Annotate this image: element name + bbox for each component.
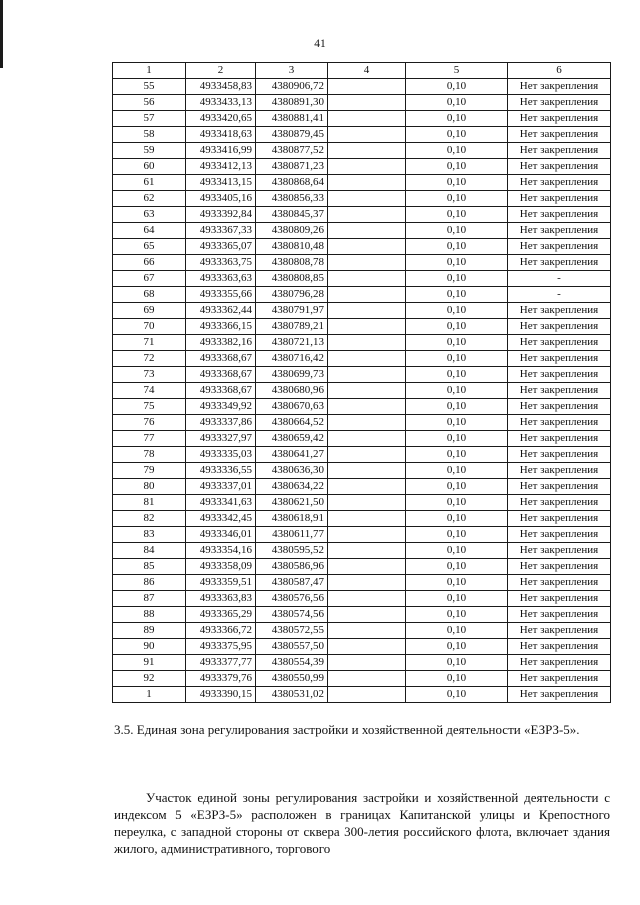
fixation-cell: Нет закрепления	[508, 431, 611, 447]
x-coordinate-cell: 4933355,66	[186, 287, 256, 303]
point-number-cell: 67	[113, 271, 186, 287]
fixation-cell: Нет закрепления	[508, 495, 611, 511]
y-coordinate-cell: 4380641,27	[256, 447, 328, 463]
x-coordinate-cell: 4933358,09	[186, 559, 256, 575]
accuracy-cell: 0,10	[406, 111, 508, 127]
table-row	[113, 351, 611, 367]
column-4-cell	[328, 79, 406, 95]
accuracy-cell: 0,10	[406, 367, 508, 383]
x-coordinate-cell: 4933365,29	[186, 607, 256, 623]
accuracy-cell: 0,10	[406, 591, 508, 607]
column-4-cell	[328, 671, 406, 687]
point-number-cell: 90	[113, 639, 186, 655]
table-row	[113, 95, 611, 111]
y-coordinate-cell: 4380572,55	[256, 623, 328, 639]
y-coordinate-cell: 4380586,96	[256, 559, 328, 575]
table-row	[113, 447, 611, 463]
accuracy-cell: 0,10	[406, 95, 508, 111]
point-number-cell: 63	[113, 207, 186, 223]
accuracy-cell: 0,10	[406, 687, 508, 703]
y-coordinate-cell: 4380595,52	[256, 543, 328, 559]
y-coordinate-cell: 4380576,56	[256, 591, 328, 607]
table-row	[113, 671, 611, 687]
column-4-cell	[328, 399, 406, 415]
table-row	[113, 239, 611, 255]
accuracy-cell: 0,10	[406, 495, 508, 511]
accuracy-cell: 0,10	[406, 79, 508, 95]
y-coordinate-cell: 4380796,28	[256, 287, 328, 303]
x-coordinate-cell: 4933359,51	[186, 575, 256, 591]
accuracy-cell: 0,10	[406, 479, 508, 495]
x-coordinate-cell: 4933413,15	[186, 175, 256, 191]
accuracy-cell: 0,10	[406, 335, 508, 351]
point-number-cell: 79	[113, 463, 186, 479]
table-row	[113, 431, 611, 447]
column-header-6: 6	[508, 63, 611, 79]
point-number-cell: 72	[113, 351, 186, 367]
x-coordinate-cell: 4933390,15	[186, 687, 256, 703]
point-number-cell: 85	[113, 559, 186, 575]
fixation-cell: Нет закрепления	[508, 319, 611, 335]
column-4-cell	[328, 223, 406, 239]
table-row	[113, 111, 611, 127]
column-4-cell	[328, 319, 406, 335]
table-row	[113, 399, 611, 415]
fixation-cell: -	[508, 271, 611, 287]
x-coordinate-cell: 4933342,45	[186, 511, 256, 527]
point-number-cell: 65	[113, 239, 186, 255]
table-row	[113, 223, 611, 239]
column-4-cell	[328, 447, 406, 463]
fixation-cell: Нет закрепления	[508, 191, 611, 207]
x-coordinate-cell: 4933416,99	[186, 143, 256, 159]
column-4-cell	[328, 207, 406, 223]
point-number-cell: 86	[113, 575, 186, 591]
point-number-cell: 75	[113, 399, 186, 415]
fixation-cell: Нет закрепления	[508, 143, 611, 159]
x-coordinate-cell: 4933366,15	[186, 319, 256, 335]
accuracy-cell: 0,10	[406, 351, 508, 367]
x-coordinate-cell: 4933363,75	[186, 255, 256, 271]
fixation-cell: Нет закрепления	[508, 207, 611, 223]
table-row	[113, 527, 611, 543]
accuracy-cell: 0,10	[406, 255, 508, 271]
y-coordinate-cell: 4380659,42	[256, 431, 328, 447]
y-coordinate-cell: 4380680,96	[256, 383, 328, 399]
point-number-cell: 80	[113, 479, 186, 495]
point-number-cell: 88	[113, 607, 186, 623]
table-row	[113, 367, 611, 383]
accuracy-cell: 0,10	[406, 623, 508, 639]
point-number-cell: 84	[113, 543, 186, 559]
x-coordinate-cell: 4933420,65	[186, 111, 256, 127]
fixation-cell: Нет закрепления	[508, 367, 611, 383]
fixation-cell: Нет закрепления	[508, 671, 611, 687]
table-row	[113, 591, 611, 607]
x-coordinate-cell: 4933354,16	[186, 543, 256, 559]
point-number-cell: 68	[113, 287, 186, 303]
accuracy-cell: 0,10	[406, 303, 508, 319]
column-4-cell	[328, 639, 406, 655]
column-4-cell	[328, 271, 406, 287]
accuracy-cell: 0,10	[406, 175, 508, 191]
table-row	[113, 127, 611, 143]
fixation-cell: Нет закрепления	[508, 351, 611, 367]
column-header-1: 1	[113, 63, 186, 79]
fixation-cell: Нет закрепления	[508, 575, 611, 591]
table-row	[113, 415, 611, 431]
point-number-cell: 69	[113, 303, 186, 319]
x-coordinate-cell: 4933412,13	[186, 159, 256, 175]
column-4-cell	[328, 383, 406, 399]
accuracy-cell: 0,10	[406, 207, 508, 223]
point-number-cell: 89	[113, 623, 186, 639]
column-4-cell	[328, 191, 406, 207]
column-4-cell	[328, 591, 406, 607]
y-coordinate-cell: 4380856,33	[256, 191, 328, 207]
y-coordinate-cell: 4380611,77	[256, 527, 328, 543]
y-coordinate-cell: 4380879,45	[256, 127, 328, 143]
column-4-cell	[328, 575, 406, 591]
column-4-cell	[328, 463, 406, 479]
column-4-cell	[328, 175, 406, 191]
table-row	[113, 623, 611, 639]
accuracy-cell: 0,10	[406, 415, 508, 431]
accuracy-cell: 0,10	[406, 159, 508, 175]
y-coordinate-cell: 4380699,73	[256, 367, 328, 383]
fixation-cell: Нет закрепления	[508, 447, 611, 463]
x-coordinate-cell: 4933368,67	[186, 351, 256, 367]
point-number-cell: 62	[113, 191, 186, 207]
section-paragraph: Участок единой зоны регулирования застройки и хозяйственной деятельности с индексом 5 «ЕЗРЗ-5» расположен в границах Капитанской улицы и Крепостного переулка, с западной стороны от сквера 300-летия российского флота, включает здания жилого, административного, торгового	[114, 790, 610, 856]
column-4-cell	[328, 127, 406, 143]
column-4-cell	[328, 239, 406, 255]
fixation-cell: Нет закрепления	[508, 559, 611, 575]
point-number-cell: 70	[113, 319, 186, 335]
table-row	[113, 495, 611, 511]
table-row	[113, 639, 611, 655]
fixation-cell: Нет закрепления	[508, 607, 611, 623]
y-coordinate-cell: 4380877,52	[256, 143, 328, 159]
fixation-cell: Нет закрепления	[508, 543, 611, 559]
fixation-cell: Нет закрепления	[508, 511, 611, 527]
column-4-cell	[328, 159, 406, 175]
column-4-cell	[328, 543, 406, 559]
accuracy-cell: 0,10	[406, 543, 508, 559]
column-4-cell	[328, 367, 406, 383]
column-header-5: 5	[406, 63, 508, 79]
y-coordinate-cell: 4380845,37	[256, 207, 328, 223]
table-row	[113, 175, 611, 191]
y-coordinate-cell: 4380664,52	[256, 415, 328, 431]
y-coordinate-cell: 4380531,02	[256, 687, 328, 703]
accuracy-cell: 0,10	[406, 527, 508, 543]
point-number-cell: 81	[113, 495, 186, 511]
fixation-cell: Нет закрепления	[508, 623, 611, 639]
table-row	[113, 335, 611, 351]
y-coordinate-cell: 4380891,30	[256, 95, 328, 111]
y-coordinate-cell: 4380621,50	[256, 495, 328, 511]
table-row	[113, 159, 611, 175]
x-coordinate-cell: 4933368,67	[186, 383, 256, 399]
x-coordinate-cell: 4933349,92	[186, 399, 256, 415]
accuracy-cell: 0,10	[406, 447, 508, 463]
table-row	[113, 687, 611, 703]
point-number-cell: 74	[113, 383, 186, 399]
accuracy-cell: 0,10	[406, 639, 508, 655]
column-4-cell	[328, 335, 406, 351]
y-coordinate-cell: 4380550,99	[256, 671, 328, 687]
fixation-cell: Нет закрепления	[508, 255, 611, 271]
point-number-cell: 56	[113, 95, 186, 111]
point-number-cell: 77	[113, 431, 186, 447]
column-4-cell	[328, 95, 406, 111]
point-number-cell: 60	[113, 159, 186, 175]
column-4-cell	[328, 559, 406, 575]
x-coordinate-cell: 4933392,84	[186, 207, 256, 223]
fixation-cell: Нет закрепления	[508, 303, 611, 319]
fixation-cell: Нет закрепления	[508, 335, 611, 351]
column-4-cell	[328, 655, 406, 671]
table-body	[113, 79, 611, 703]
table-row	[113, 383, 611, 399]
y-coordinate-cell: 4380810,48	[256, 239, 328, 255]
table-row	[113, 191, 611, 207]
accuracy-cell: 0,10	[406, 655, 508, 671]
y-coordinate-cell: 4380809,26	[256, 223, 328, 239]
y-coordinate-cell: 4380574,56	[256, 607, 328, 623]
x-coordinate-cell: 4933382,16	[186, 335, 256, 351]
x-coordinate-cell: 4933336,55	[186, 463, 256, 479]
y-coordinate-cell: 4380808,85	[256, 271, 328, 287]
x-coordinate-cell: 4933379,76	[186, 671, 256, 687]
point-number-cell: 92	[113, 671, 186, 687]
fixation-cell: Нет закрепления	[508, 639, 611, 655]
point-number-cell: 71	[113, 335, 186, 351]
y-coordinate-cell: 4380791,97	[256, 303, 328, 319]
x-coordinate-cell: 4933362,44	[186, 303, 256, 319]
point-number-cell: 73	[113, 367, 186, 383]
table-row	[113, 319, 611, 335]
fixation-cell: Нет закрепления	[508, 239, 611, 255]
x-coordinate-cell: 4933341,63	[186, 495, 256, 511]
x-coordinate-cell: 4933363,63	[186, 271, 256, 287]
point-number-cell: 57	[113, 111, 186, 127]
section-heading: 3.5. Единая зона регулирования застройки и хозяйственной деятельности «ЕЗРЗ-5».	[114, 722, 580, 737]
table-row	[113, 559, 611, 575]
column-4-cell	[328, 415, 406, 431]
accuracy-cell: 0,10	[406, 559, 508, 575]
column-4-cell	[328, 607, 406, 623]
accuracy-cell: 0,10	[406, 271, 508, 287]
table-row	[113, 303, 611, 319]
point-number-cell: 83	[113, 527, 186, 543]
accuracy-cell: 0,10	[406, 287, 508, 303]
fixation-cell: Нет закрепления	[508, 175, 611, 191]
accuracy-cell: 0,10	[406, 575, 508, 591]
x-coordinate-cell: 4933433,13	[186, 95, 256, 111]
fixation-cell: Нет закрепления	[508, 415, 611, 431]
table-row	[113, 271, 611, 287]
y-coordinate-cell: 4380618,91	[256, 511, 328, 527]
accuracy-cell: 0,10	[406, 239, 508, 255]
column-4-cell	[328, 287, 406, 303]
point-number-cell: 87	[113, 591, 186, 607]
point-number-cell: 91	[113, 655, 186, 671]
accuracy-cell: 0,10	[406, 319, 508, 335]
fixation-cell: -	[508, 287, 611, 303]
y-coordinate-cell: 4380881,41	[256, 111, 328, 127]
y-coordinate-cell: 4380868,64	[256, 175, 328, 191]
fixation-cell: Нет закрепления	[508, 687, 611, 703]
point-number-cell: 58	[113, 127, 186, 143]
point-number-cell: 55	[113, 79, 186, 95]
table-row	[113, 511, 611, 527]
fixation-cell: Нет закрепления	[508, 463, 611, 479]
x-coordinate-cell: 4933346,01	[186, 527, 256, 543]
column-4-cell	[328, 303, 406, 319]
y-coordinate-cell: 4380808,78	[256, 255, 328, 271]
x-coordinate-cell: 4933375,95	[186, 639, 256, 655]
accuracy-cell: 0,10	[406, 191, 508, 207]
left-margin-bar	[0, 0, 3, 68]
accuracy-cell: 0,10	[406, 463, 508, 479]
fixation-cell: Нет закрепления	[508, 591, 611, 607]
column-4-cell	[328, 431, 406, 447]
point-number-cell: 78	[113, 447, 186, 463]
table-row	[113, 543, 611, 559]
table-row	[113, 575, 611, 591]
accuracy-cell: 0,10	[406, 431, 508, 447]
point-number-cell: 66	[113, 255, 186, 271]
accuracy-cell: 0,10	[406, 511, 508, 527]
x-coordinate-cell: 4933327,97	[186, 431, 256, 447]
table-row	[113, 607, 611, 623]
y-coordinate-cell: 4380906,72	[256, 79, 328, 95]
x-coordinate-cell: 4933365,07	[186, 239, 256, 255]
column-4-cell	[328, 511, 406, 527]
x-coordinate-cell: 4933418,63	[186, 127, 256, 143]
y-coordinate-cell: 4380557,50	[256, 639, 328, 655]
fixation-cell: Нет закрепления	[508, 479, 611, 495]
accuracy-cell: 0,10	[406, 399, 508, 415]
x-coordinate-cell: 4933335,03	[186, 447, 256, 463]
fixation-cell: Нет закрепления	[508, 95, 611, 111]
x-coordinate-cell: 4933405,16	[186, 191, 256, 207]
x-coordinate-cell: 4933366,72	[186, 623, 256, 639]
table-row	[113, 255, 611, 271]
y-coordinate-cell: 4380721,13	[256, 335, 328, 351]
fixation-cell: Нет закрепления	[508, 159, 611, 175]
table-row	[113, 143, 611, 159]
accuracy-cell: 0,10	[406, 383, 508, 399]
y-coordinate-cell: 4380789,21	[256, 319, 328, 335]
table-header-row	[113, 63, 611, 79]
column-4-cell	[328, 255, 406, 271]
fixation-cell: Нет закрепления	[508, 111, 611, 127]
column-header-4: 4	[328, 63, 406, 79]
x-coordinate-cell: 4933337,01	[186, 479, 256, 495]
point-number-cell: 76	[113, 415, 186, 431]
fixation-cell: Нет закрепления	[508, 79, 611, 95]
coordinates-table	[112, 62, 611, 703]
page-number: 41	[314, 38, 326, 50]
x-coordinate-cell: 4933458,83	[186, 79, 256, 95]
y-coordinate-cell: 4380634,22	[256, 479, 328, 495]
point-number-cell: 1	[113, 687, 186, 703]
table-row	[113, 207, 611, 223]
y-coordinate-cell: 4380587,47	[256, 575, 328, 591]
column-4-cell	[328, 111, 406, 127]
table-row	[113, 79, 611, 95]
accuracy-cell: 0,10	[406, 223, 508, 239]
column-4-cell	[328, 479, 406, 495]
y-coordinate-cell: 4380554,39	[256, 655, 328, 671]
accuracy-cell: 0,10	[406, 127, 508, 143]
table-row	[113, 655, 611, 671]
table-row	[113, 463, 611, 479]
fixation-cell: Нет закрепления	[508, 527, 611, 543]
fixation-cell: Нет закрепления	[508, 383, 611, 399]
table-row	[113, 479, 611, 495]
column-4-cell	[328, 687, 406, 703]
x-coordinate-cell: 4933363,83	[186, 591, 256, 607]
fixation-cell: Нет закрепления	[508, 127, 611, 143]
accuracy-cell: 0,10	[406, 671, 508, 687]
column-header-3: 3	[256, 63, 328, 79]
x-coordinate-cell: 4933367,33	[186, 223, 256, 239]
fixation-cell: Нет закрепления	[508, 399, 611, 415]
column-4-cell	[328, 623, 406, 639]
y-coordinate-cell: 4380636,30	[256, 463, 328, 479]
fixation-cell: Нет закрепления	[508, 223, 611, 239]
y-coordinate-cell: 4380871,23	[256, 159, 328, 175]
y-coordinate-cell: 4380670,63	[256, 399, 328, 415]
x-coordinate-cell: 4933377,77	[186, 655, 256, 671]
table-row	[113, 287, 611, 303]
column-header-2: 2	[186, 63, 256, 79]
point-number-cell: 59	[113, 143, 186, 159]
column-4-cell	[328, 143, 406, 159]
accuracy-cell: 0,10	[406, 607, 508, 623]
x-coordinate-cell: 4933368,67	[186, 367, 256, 383]
column-4-cell	[328, 527, 406, 543]
y-coordinate-cell: 4380716,42	[256, 351, 328, 367]
column-4-cell	[328, 495, 406, 511]
accuracy-cell: 0,10	[406, 143, 508, 159]
point-number-cell: 61	[113, 175, 186, 191]
x-coordinate-cell: 4933337,86	[186, 415, 256, 431]
fixation-cell: Нет закрепления	[508, 655, 611, 671]
point-number-cell: 82	[113, 511, 186, 527]
point-number-cell: 64	[113, 223, 186, 239]
column-4-cell	[328, 351, 406, 367]
